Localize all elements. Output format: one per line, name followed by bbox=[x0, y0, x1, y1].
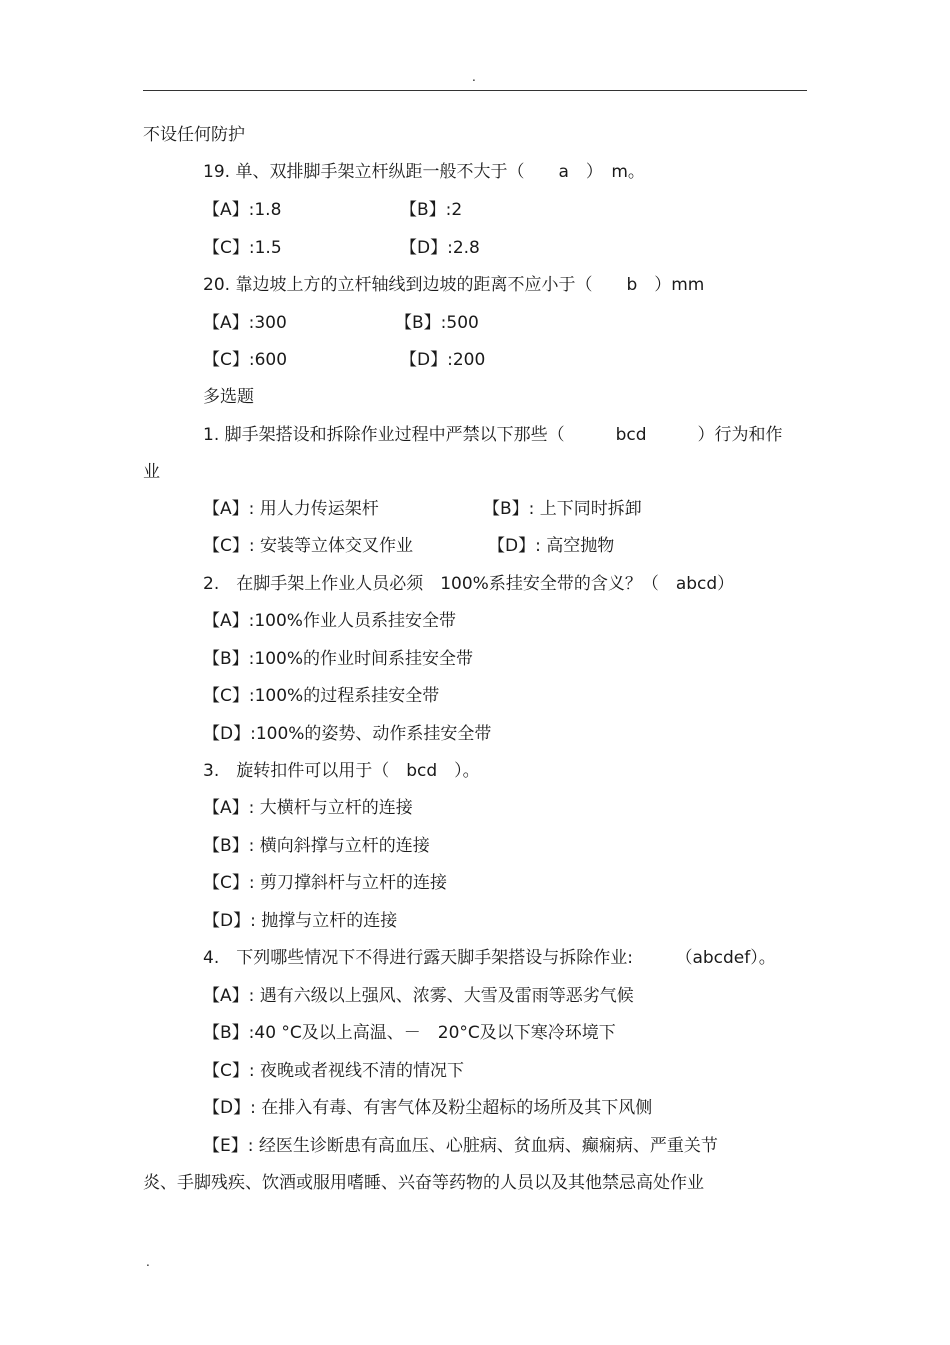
m4-option-c: 【C】: 夜晚或者视线不清的情况下 bbox=[203, 1061, 465, 1081]
m2-option-a: 【A】:100%作业人员系挂安全带 bbox=[203, 611, 456, 631]
m4-option-e-cont: 炎、手脚残疾、饮酒或服用嗜睡、兴奋等药物的人员以及其他禁忌高处作业 bbox=[143, 1173, 704, 1193]
q19-option-b: 【B】:2 bbox=[400, 200, 463, 220]
multi-question-1-cont: 业 bbox=[143, 462, 160, 482]
m3-option-d: 【D】: 抛撑与立杆的连接 bbox=[203, 911, 398, 931]
q20-option-d: 【D】:200 bbox=[400, 350, 486, 370]
q19-option-c: 【C】:1.5 bbox=[203, 238, 282, 258]
multi-question-3: 3. 旋转扣件可以用于（ bcd ）。 bbox=[203, 761, 480, 781]
m3-option-b: 【B】: 横向斜撑与立杆的连接 bbox=[203, 836, 430, 856]
m4-option-a: 【A】: 遇有六级以上强风、浓雾、大雪及雷雨等恶劣气候 bbox=[203, 986, 634, 1006]
q20-option-b: 【B】:500 bbox=[395, 313, 479, 333]
multi-question-1: 1. 脚手架搭设和拆除作业过程中严禁以下那些（ bcd ）行为和作 bbox=[203, 425, 783, 445]
q19-option-d: 【D】:2.8 bbox=[400, 238, 480, 258]
multi-question-2: 2. 在脚手架上作业人员必须 100%系挂安全带的含义？（ abcd） bbox=[203, 574, 735, 594]
m1-option-a: 【A】: 用人力传运架杆 bbox=[203, 499, 379, 519]
m4-option-e: 【E】: 经医生诊断患有高血压、心脏病、贫血病、癫痫病、严重关节 bbox=[203, 1136, 718, 1156]
header-dot: . bbox=[472, 70, 476, 84]
m4-option-d: 【D】: 在排入有毒、有害气体及粉尘超标的场所及其下风侧 bbox=[203, 1098, 653, 1118]
m4-option-b: 【B】:40 °C及以上高温、－ 20°C及以下寒冷环境下 bbox=[203, 1023, 616, 1043]
m3-option-c: 【C】: 剪刀撑斜杆与立杆的连接 bbox=[203, 873, 448, 893]
q20-option-c: 【C】:600 bbox=[203, 350, 288, 370]
q20-option-a: 【A】:300 bbox=[203, 313, 287, 333]
m3-option-a: 【A】: 大横杆与立杆的连接 bbox=[203, 798, 413, 818]
continuation-text: 不设任何防护 bbox=[143, 125, 245, 145]
question-19: 19. 单、双排脚手架立杆纵距一般不大于（ a ） m。 bbox=[203, 162, 645, 182]
m1-option-d: 【D】: 高空抛物 bbox=[488, 536, 615, 556]
m2-option-c: 【C】:100%的过程系挂安全带 bbox=[203, 686, 440, 706]
multi-question-4: 4. 下列哪些情况下不得进行露天脚手架搭设与拆除作业: （abcdef）。 bbox=[203, 948, 776, 968]
m2-option-d: 【D】:100%的姿势、动作系挂安全带 bbox=[203, 724, 492, 744]
section-heading-multi: 多选题 bbox=[203, 387, 254, 407]
m2-option-b: 【B】:100%的作业时间系挂安全带 bbox=[203, 649, 473, 669]
q19-option-a: 【A】:1.8 bbox=[203, 200, 282, 220]
header-rule bbox=[143, 90, 807, 91]
footer-dot: . bbox=[146, 1255, 150, 1269]
question-20: 20. 靠边坡上方的立杆轴线到边坡的距离不应小于（ b ）mm bbox=[203, 275, 705, 295]
m1-option-c: 【C】: 安装等立体交叉作业 bbox=[203, 536, 414, 556]
m1-option-b: 【B】: 上下同时拆卸 bbox=[483, 499, 642, 519]
